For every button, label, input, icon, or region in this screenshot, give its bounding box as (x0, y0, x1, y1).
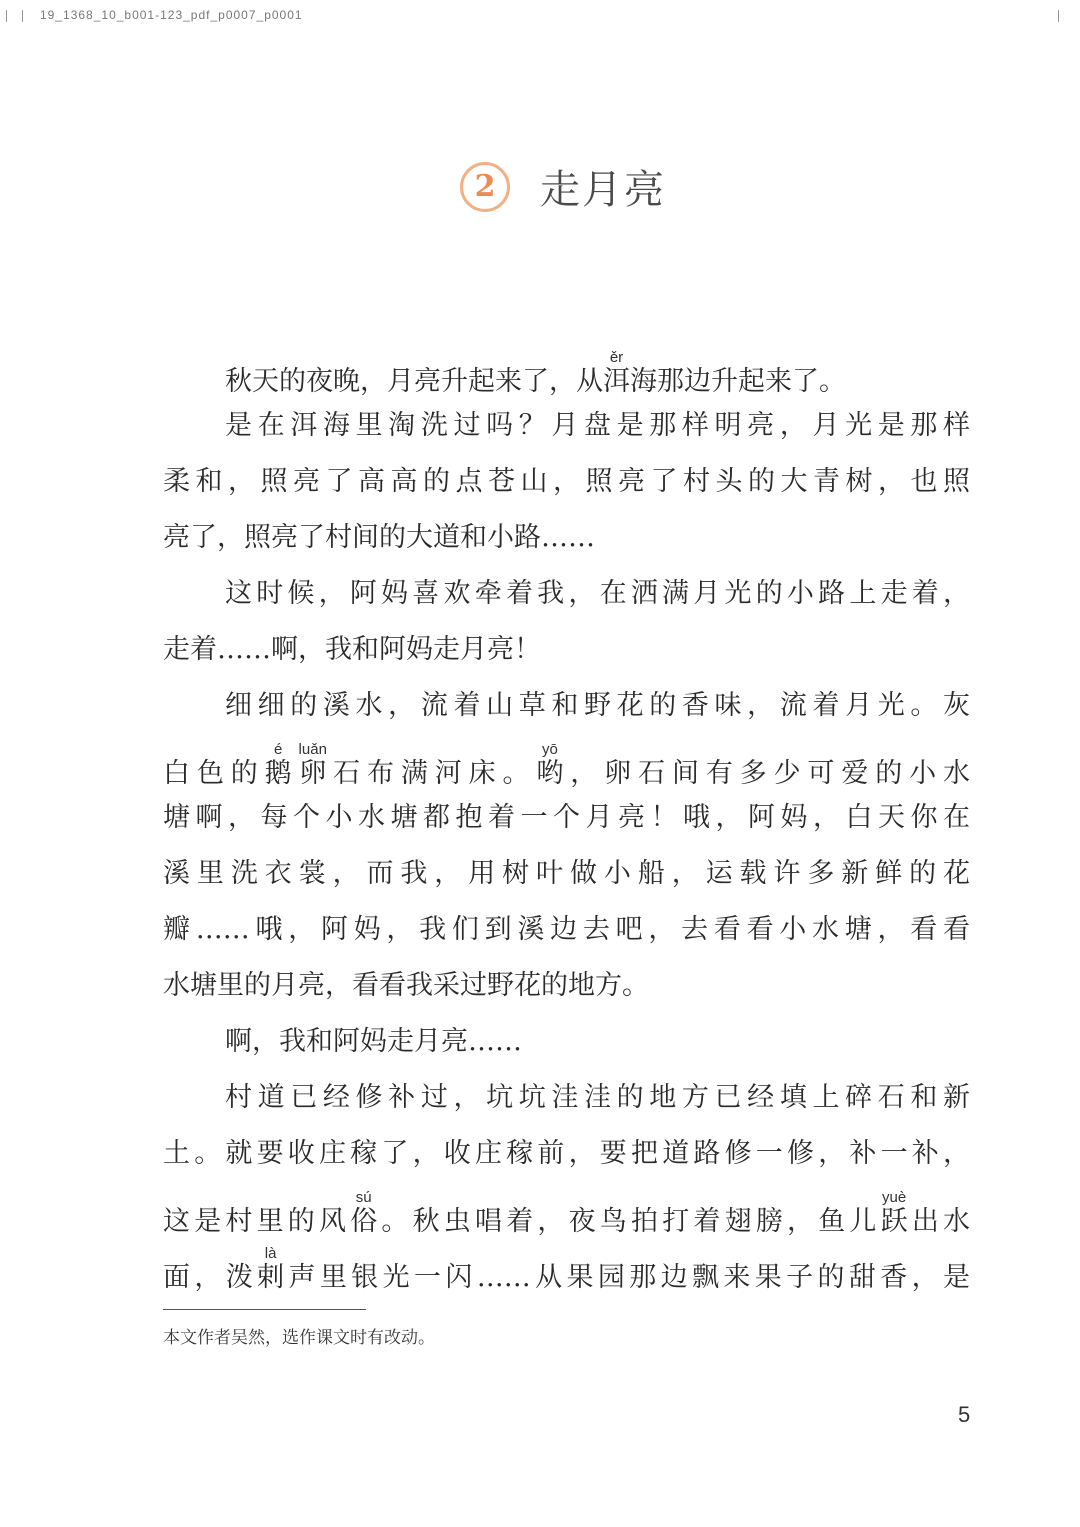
text-line (163, 741, 971, 789)
text-line (163, 406, 970, 446)
pinyin-annotated-char: 哟yō (536, 741, 571, 789)
text-run: 是在洱海里淘洗过吗？月盘是那样明亮，月光是那样 (225, 410, 970, 441)
pinyin-annotation: ěr (603, 349, 630, 366)
text-run: 石布满河床。 (326, 758, 537, 789)
pinyin-annotated-char: 跃yuè (880, 1189, 912, 1237)
text-run: 土。就要收庄稼了，收庄稼前，要把道路修一修，补一补， (163, 1138, 970, 1169)
text-run: 海那边升起来了。 (630, 366, 846, 397)
crop-mark (1058, 10, 1059, 22)
pinyin-annotation: é (264, 741, 292, 758)
text-run: 走着……啊，我和阿妈走月亮！ (163, 634, 541, 665)
pinyin-annotation: yō (536, 741, 564, 758)
text-run: 亮了，照亮了村间的大道和小路…… (163, 522, 595, 553)
text-run: 瓣……哦，阿妈，我们到溪边去吧，去看看小水塘，看看 (163, 914, 970, 945)
pinyin-annotated-char: 鹅é (264, 741, 299, 789)
pinyin-annotated-char: 俗sú (350, 1189, 382, 1237)
text-run: 细细的溪水，流着山草和野花的香味，流着月光。灰 (225, 690, 970, 721)
text-line (163, 518, 970, 558)
text-run: 水塘里的月亮，看看我采过野花的地方。 (163, 970, 649, 1001)
footnote: 本文作者吴然，选作课文时有改动。 (163, 1328, 435, 1348)
pinyin-annotation: yuè (880, 1189, 908, 1206)
text-line (163, 1078, 970, 1118)
lesson-number-badge: 2 (460, 162, 510, 212)
text-line (163, 1245, 970, 1293)
text-run: 。秋虫唱着，夜鸟拍打着翅膀，鱼儿 (381, 1206, 881, 1237)
text-run: 柔和，照亮了高高的点苍山，照亮了村头的大青树，也照 (163, 466, 970, 497)
pinyin-annotation: luǎn (298, 741, 327, 758)
text-line (163, 1134, 970, 1174)
footnote-divider (163, 1309, 366, 1310)
text-run: 塘啊，每个小水塘都抱着一个月亮！哦，阿妈，白天你在 (163, 802, 970, 833)
text-run: 村道已经修补过，坑坑洼洼的地方已经填上碎石和新 (225, 1082, 970, 1113)
text-run: 声里银光一闪……从果园那边飘来果子的甜香，是 (288, 1262, 970, 1293)
text-run: 这时候，阿妈喜欢牵着我，在洒满月光的小路上走着， (225, 578, 970, 609)
text-line (163, 462, 970, 502)
page-number: 5 (958, 1402, 971, 1427)
crop-mark (22, 10, 23, 22)
pinyin-annotation: là (257, 1245, 285, 1262)
text-run: 溪里洗衣裳，而我，用树叶做小船，运载许多新鲜的花 (163, 858, 970, 889)
text-line (163, 966, 970, 1006)
text-run: ，卵石间有多少可爱的小水 (570, 758, 971, 789)
crop-mark (6, 10, 7, 22)
scan-file-label: 19_1368_10_b001-123_pdf_p0007_p0001 (40, 8, 303, 22)
text-line (163, 686, 970, 726)
text-line (163, 1022, 970, 1062)
pinyin-annotated-char: 洱ěr (603, 349, 630, 397)
pinyin-annotation: sú (350, 1189, 378, 1206)
text-line (163, 910, 970, 950)
text-run: 面，泼 (163, 1262, 258, 1293)
text-run: 出水 (911, 1206, 971, 1237)
text-line (163, 1189, 971, 1237)
lesson-heading (460, 158, 666, 215)
text-line (163, 349, 970, 397)
text-run: 白色的 (163, 758, 265, 789)
text-run: 啊，我和阿妈走月亮…… (225, 1026, 522, 1057)
text-line (163, 574, 970, 614)
lesson-title: 走月亮 (540, 167, 666, 213)
text-line (163, 630, 970, 670)
pinyin-annotated-char: 卵luǎn (298, 741, 327, 789)
pinyin-annotated-char: 剌là (257, 1245, 289, 1293)
text-run: 秋天的夜晚，月亮升起来了，从 (225, 366, 603, 397)
text-run: 这是村里的风 (163, 1206, 351, 1237)
text-line (163, 798, 970, 838)
text-line (163, 854, 970, 894)
